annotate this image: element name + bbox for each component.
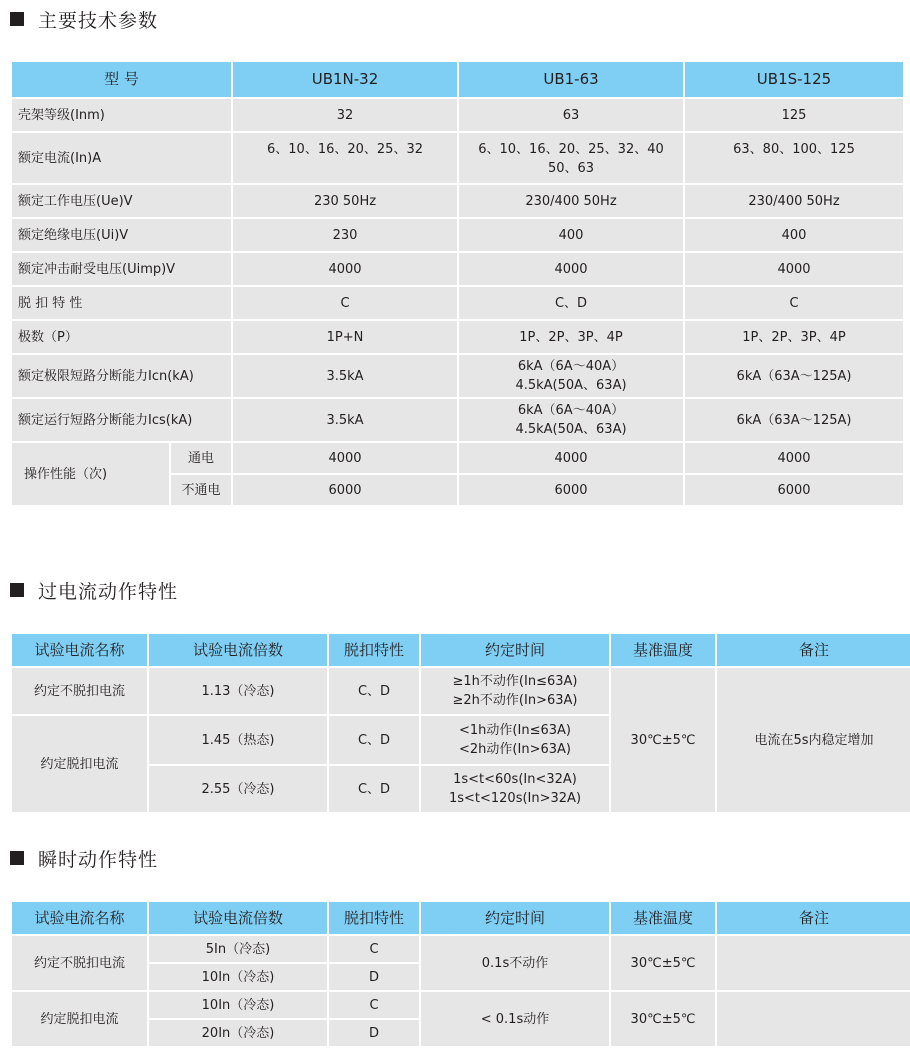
current-multiple: 10In（冷态) bbox=[148, 963, 328, 991]
note-cell bbox=[716, 935, 910, 991]
row-label: 额定工作电压(Ue)V bbox=[11, 184, 232, 218]
trip-characteristic: C bbox=[328, 935, 420, 963]
header-cell: 备注 bbox=[716, 633, 910, 667]
header-cell: 基准温度 bbox=[610, 901, 716, 935]
cell-value: 230/400 50Hz bbox=[684, 184, 904, 218]
section-title-text: 主要技术参数 bbox=[38, 9, 159, 32]
trip-characteristic: D bbox=[328, 1019, 420, 1047]
cell-value: 6000 bbox=[232, 474, 458, 506]
header-cell: 约定时间 bbox=[420, 633, 610, 667]
table-row bbox=[11, 184, 904, 218]
cell-value: C bbox=[232, 286, 458, 320]
convention-time: 1s<t<60s(In<32A) 1s<t<120s(In>32A) bbox=[420, 765, 610, 813]
section-title-main-params bbox=[10, 4, 158, 34]
table-row bbox=[11, 991, 910, 1019]
sub-label: 不通电 bbox=[170, 474, 232, 506]
current-multiple: 2.55（冷态) bbox=[148, 765, 328, 813]
row-label: 脱 扣 特 性 bbox=[11, 286, 232, 320]
header-model: UB1N-32 bbox=[232, 61, 458, 98]
row-label: 额定绝缘电压(Ui)V bbox=[11, 218, 232, 252]
table-row bbox=[11, 442, 904, 474]
convention-time: < 0.1s动作 bbox=[420, 991, 610, 1047]
cell-value: 4000 bbox=[684, 252, 904, 286]
row-label: 额定极限短路分断能力Icn(kA) bbox=[11, 354, 232, 398]
overcurrent-table bbox=[10, 632, 910, 814]
cell-value: 32 bbox=[232, 98, 458, 132]
cell-value: 125 bbox=[684, 98, 904, 132]
row-label: 极数（P） bbox=[11, 320, 232, 354]
cell-value: 6kA（6A～40A） 4.5kA(50A、63A) bbox=[458, 398, 684, 442]
convention-time: <1h动作(In≤63A) <2h动作(In>63A) bbox=[420, 715, 610, 765]
cell-value: 4000 bbox=[458, 442, 684, 474]
cell-value: 1P、2P、3P、4P bbox=[684, 320, 904, 354]
main-params-table bbox=[10, 60, 905, 507]
table-header-row bbox=[11, 61, 904, 98]
row-label-operations: 操作性能（次) bbox=[11, 442, 170, 506]
header-cell: 试验电流倍数 bbox=[148, 901, 328, 935]
table-header-row bbox=[11, 633, 910, 667]
table-row bbox=[11, 286, 904, 320]
cell-value: 4000 bbox=[458, 252, 684, 286]
square-bullet-icon bbox=[10, 583, 24, 597]
section-title-overcurrent bbox=[10, 575, 178, 605]
trip-characteristic: C、D bbox=[328, 715, 420, 765]
row-label: 额定电流(In)A bbox=[11, 132, 232, 184]
cell-value: 4000 bbox=[684, 442, 904, 474]
test-name: 约定不脱扣电流 bbox=[11, 667, 148, 715]
trip-characteristic: D bbox=[328, 963, 420, 991]
cell-value: 400 bbox=[684, 218, 904, 252]
cell-value: 230 bbox=[232, 218, 458, 252]
table-row bbox=[11, 715, 910, 765]
cell-value: 6000 bbox=[458, 474, 684, 506]
header-cell: 试验电流名称 bbox=[11, 633, 148, 667]
cell-value: 63 bbox=[458, 98, 684, 132]
current-multiple: 10In（冷态) bbox=[148, 991, 328, 1019]
cell-value: 4000 bbox=[232, 252, 458, 286]
square-bullet-icon bbox=[10, 851, 24, 865]
section-title-text: 过电流动作特性 bbox=[38, 580, 179, 603]
header-model-label: 型 号 bbox=[11, 61, 232, 98]
header-cell: 基准温度 bbox=[610, 633, 716, 667]
note-cell bbox=[716, 765, 910, 813]
test-name: 约定不脱扣电流 bbox=[11, 935, 148, 991]
table-row bbox=[11, 218, 904, 252]
current-multiple: 5In（冷态) bbox=[148, 935, 328, 963]
reference-temperature: 30℃±5℃ bbox=[610, 667, 716, 813]
cell-value: 230/400 50Hz bbox=[458, 184, 684, 218]
header-cell: 试验电流名称 bbox=[11, 901, 148, 935]
row-label: 额定运行短路分断能力Ics(kA) bbox=[11, 398, 232, 442]
header-cell: 约定时间 bbox=[420, 901, 610, 935]
convention-time: ≥1h不动作(In≤63A) ≥2h不动作(In>63A) bbox=[420, 667, 610, 715]
cell-value: 63、80、100、125 bbox=[684, 132, 904, 184]
section-title-instant bbox=[10, 843, 158, 873]
table-row bbox=[11, 667, 910, 715]
table-row bbox=[11, 398, 904, 442]
cell-value: 3.5kA bbox=[232, 354, 458, 398]
current-multiple: 20In（冷态) bbox=[148, 1019, 328, 1047]
cell-value: C、D bbox=[458, 286, 684, 320]
table-row bbox=[11, 320, 904, 354]
cell-value: 6000 bbox=[684, 474, 904, 506]
instant-table bbox=[10, 900, 910, 1048]
test-name: 约定脱扣电流 bbox=[11, 991, 148, 1047]
section-title-text: 瞬时动作特性 bbox=[38, 848, 159, 871]
sub-label: 通电 bbox=[170, 442, 232, 474]
note-cell bbox=[716, 991, 910, 1047]
reference-temperature: 30℃±5℃ bbox=[610, 991, 716, 1047]
table-row bbox=[11, 935, 910, 963]
current-multiple: 1.13（冷态) bbox=[148, 667, 328, 715]
cell-value: 230 50Hz bbox=[232, 184, 458, 218]
header-cell: 脱扣特性 bbox=[328, 633, 420, 667]
cell-value: 6、10、16、20、25、32 bbox=[232, 132, 458, 184]
cell-value: 400 bbox=[458, 218, 684, 252]
table-row bbox=[11, 354, 904, 398]
table-row bbox=[11, 132, 904, 184]
square-bullet-icon bbox=[10, 12, 24, 26]
cell-value: 6kA（6A～40A） 4.5kA(50A、63A) bbox=[458, 354, 684, 398]
cell-value: 3.5kA bbox=[232, 398, 458, 442]
table-row bbox=[11, 98, 904, 132]
header-cell: 备注 bbox=[716, 901, 910, 935]
cell-value: 6、10、16、20、25、32、40 50、63 bbox=[458, 132, 684, 184]
cell-value: 1P+N bbox=[232, 320, 458, 354]
test-name: 约定脱扣电流 bbox=[11, 715, 148, 813]
row-label: 额定冲击耐受电压(Uimp)V bbox=[11, 252, 232, 286]
table-row bbox=[11, 252, 904, 286]
trip-characteristic: C bbox=[328, 991, 420, 1019]
convention-time: 0.1s不动作 bbox=[420, 935, 610, 991]
trip-characteristic: C、D bbox=[328, 667, 420, 715]
header-cell: 试验电流倍数 bbox=[148, 633, 328, 667]
cell-value: 6kA（63A～125A) bbox=[684, 354, 904, 398]
row-label: 壳架等级(Inm) bbox=[11, 98, 232, 132]
note-cell bbox=[716, 667, 910, 715]
trip-characteristic: C、D bbox=[328, 765, 420, 813]
header-model: UB1S-125 bbox=[684, 61, 904, 98]
reference-temperature: 30℃±5℃ bbox=[610, 935, 716, 991]
note-cell: 电流在5s内稳定增加 bbox=[716, 715, 910, 765]
current-multiple: 1.45（热态) bbox=[148, 715, 328, 765]
cell-value: 4000 bbox=[232, 442, 458, 474]
cell-value: 6kA（63A～125A) bbox=[684, 398, 904, 442]
header-model: UB1-63 bbox=[458, 61, 684, 98]
cell-value: C bbox=[684, 286, 904, 320]
table-header-row bbox=[11, 901, 910, 935]
cell-value: 1P、2P、3P、4P bbox=[458, 320, 684, 354]
header-cell: 脱扣特性 bbox=[328, 901, 420, 935]
